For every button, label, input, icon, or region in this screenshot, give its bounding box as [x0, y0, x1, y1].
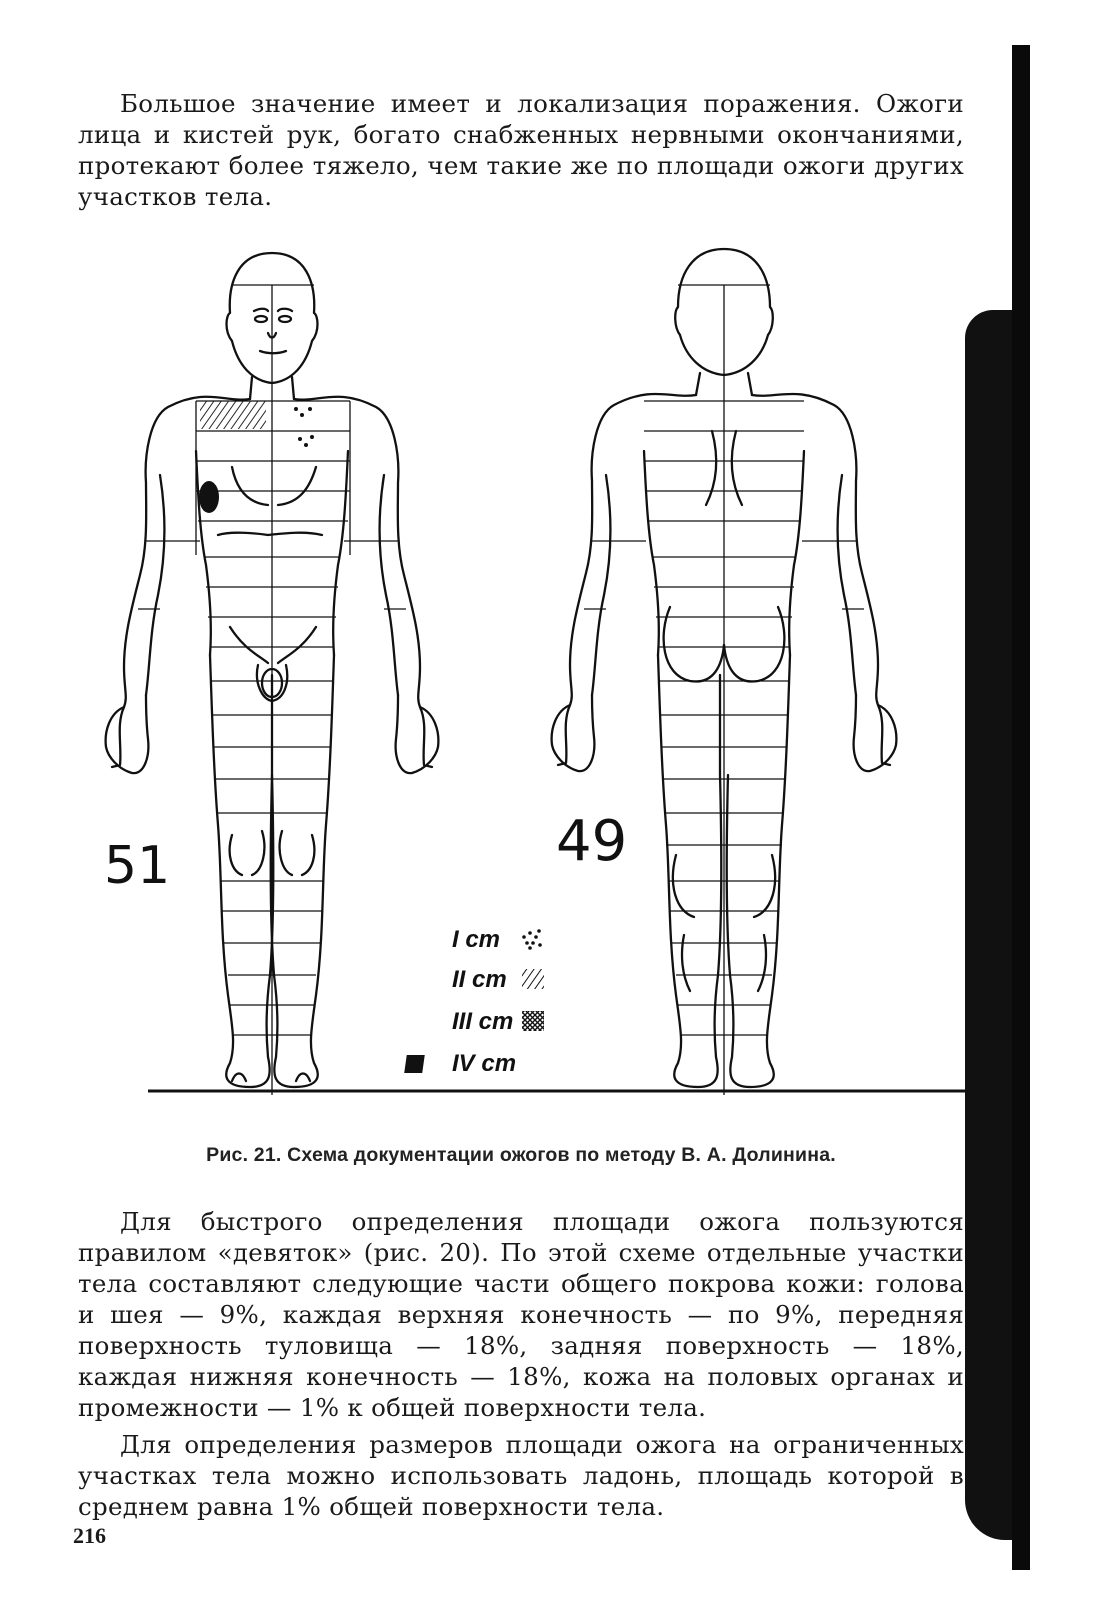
back-body-grid [584, 285, 864, 1095]
paragraph-palm-method [78, 1429, 964, 1522]
burn-area-dotted [294, 407, 314, 447]
handwritten-back-count: 49 [556, 809, 628, 874]
legend-label-degree-3: III cm [452, 1008, 514, 1035]
front-body-grid [138, 285, 406, 1095]
paragraph-intro-text: Большое значение имеет и локализация поражения. Ожоги лица и кистей рук, богато снабженных нервными окончаниями, протекают более тяжело, чем такие же по площади ожоги других участков тела. [78, 89, 964, 211]
dots-icon [522, 929, 542, 950]
figure-caption: Рис. 21. Схема документации ожогов по методу В. А. Долинина. [206, 1144, 836, 1166]
legend-label-degree-1: I cm [452, 926, 501, 953]
paragraph-rule-of-nines-text: Для быстрого определения площади ожога пользуются правилом «девяток» (рис. 20). По этой схеме отдельные участки тела составляют следующие части общего покрова кожи: голова и шея — 9%, каждая верхняя конечность — по 9%, передняя поверхность туловища — 18%, задняя поверхность — 18%, каждая нижняя конечность — 18%, кожа на половых органах и промежности — 1% к общей поверхности тела. [78, 1207, 964, 1422]
burn-area-solid [199, 481, 219, 513]
handwritten-front-count: 51 [104, 836, 171, 896]
legend-label-degree-4: IV cm [452, 1050, 517, 1077]
paragraph-palm-method-text: Для определения размеров площади ожога на ограниченных участках тела можно использовать ладонь, площадь которой в среднем равна 1% общей поверхности тела. [78, 1430, 964, 1521]
page-number: 216 [73, 1523, 106, 1548]
burn-area-hatched [200, 401, 266, 429]
hatch-icon [522, 969, 544, 989]
paragraph-intro [78, 88, 964, 212]
burn-degree-legend [404, 926, 544, 1077]
legend-label-degree-2: II cm [452, 966, 507, 993]
burn-documentation-figure [0, 235, 1105, 1130]
solid-icon [404, 1055, 425, 1073]
paragraph-rule-of-nines [78, 1206, 964, 1423]
crosshatch-icon [522, 1011, 544, 1031]
burn-markings [199, 401, 314, 513]
